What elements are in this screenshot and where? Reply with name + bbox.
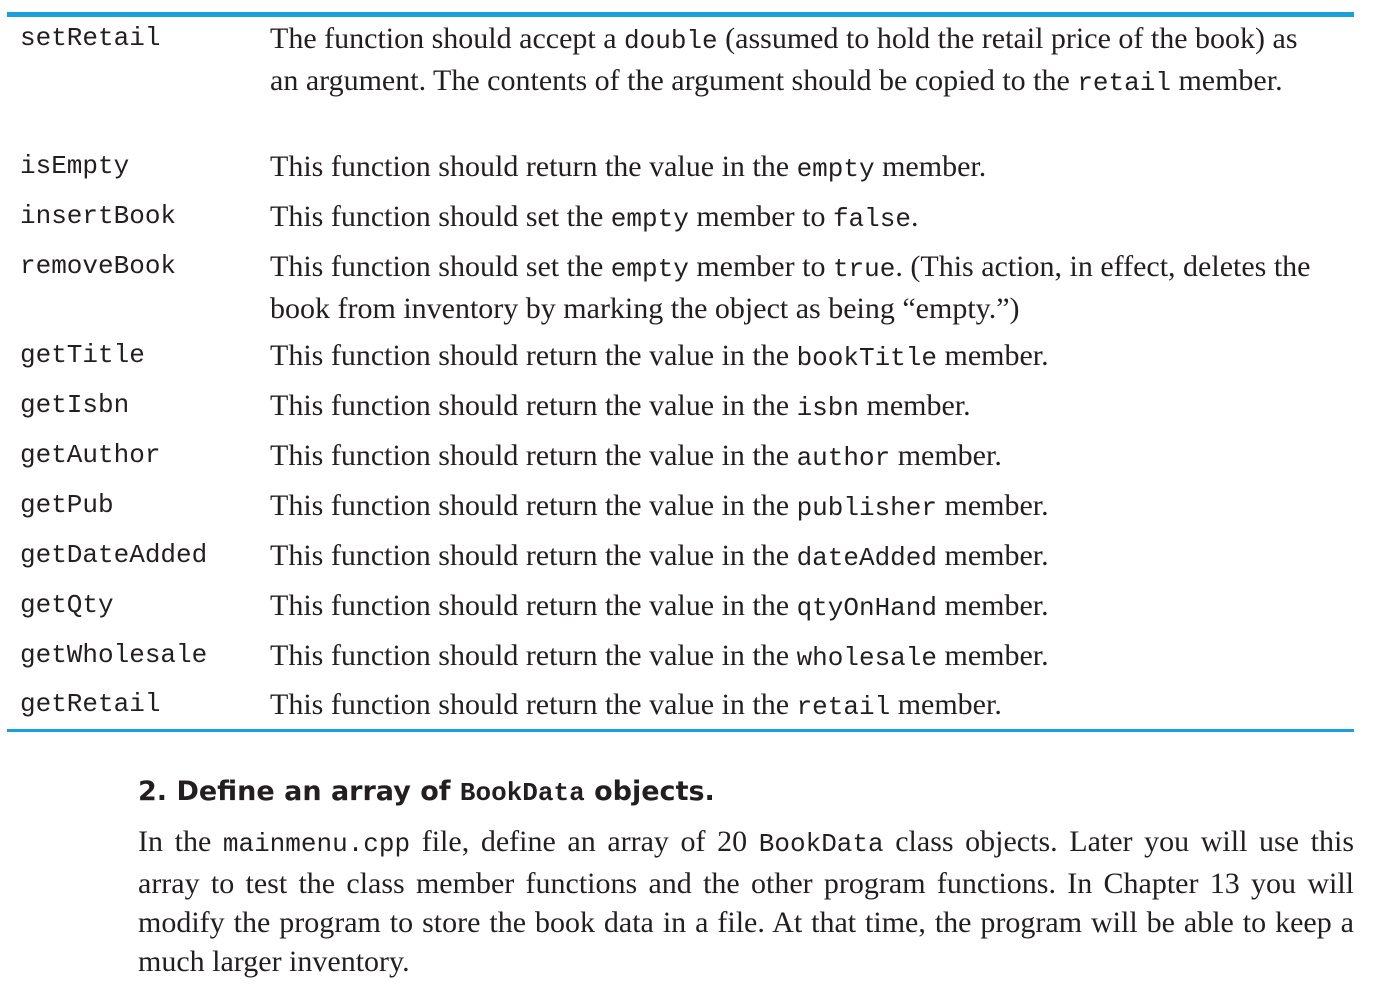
function-name: removeBook [20,251,177,281]
function-name: isEmpty [20,151,130,181]
function-description: This function should return the value in the retail member. [270,688,1002,722]
function-name: getQty [20,590,114,620]
table-bottom-rule [7,729,1354,732]
function-name: setRetail [20,23,161,53]
function-name: getAuthor [20,440,161,470]
function-description: This function should return the value in the dateAdded member. [270,539,1049,573]
function-description: This function should return the value in the bookTitle member. [270,339,1049,373]
function-description: This function should return the value in the empty member. [270,150,987,184]
section-paragraph: In the mainmenu.cpp file, define an array of 20 BookData class objects. Later you will use this array to test the class member functions and the other program functions. In Chapter 13 you will modify the program to store the book data in a file. At that time, the program will be able to keep a much larger inventory. [138,825,1354,978]
function-name: getTitle [20,340,145,370]
function-name: insertBook [20,201,177,231]
function-description: This function should return the value in the author member. [270,439,1002,473]
function-name: getIsbn [20,390,130,420]
function-name: getPub [20,490,114,520]
function-description: This function should return the value in the wholesale member. [270,639,1049,673]
function-description: This function should return the value in the publisher member. [270,489,1049,523]
function-description: The function should accept a double (assumed to hold the retail price of the book) as an argument. The contents of the argument should be copied to the retail member. [270,22,1306,98]
function-description: This function should return the value in the qtyOnHand member. [270,589,1049,623]
function-name: getDateAdded [20,540,208,570]
function-description: This function should set the empty member to false. [270,200,919,234]
function-description: This function should set the empty member to true. (This action, in effect, deletes the book from inventory by marking the object as being “empty.”) [270,250,1318,325]
table-top-rule [7,12,1354,17]
function-description: This function should return the value in the isbn member. [270,389,971,423]
section-heading: 2. Define an array of BookData objects. [138,776,715,808]
function-name: getWholesale [20,640,208,670]
function-name: getRetail [20,689,161,719]
